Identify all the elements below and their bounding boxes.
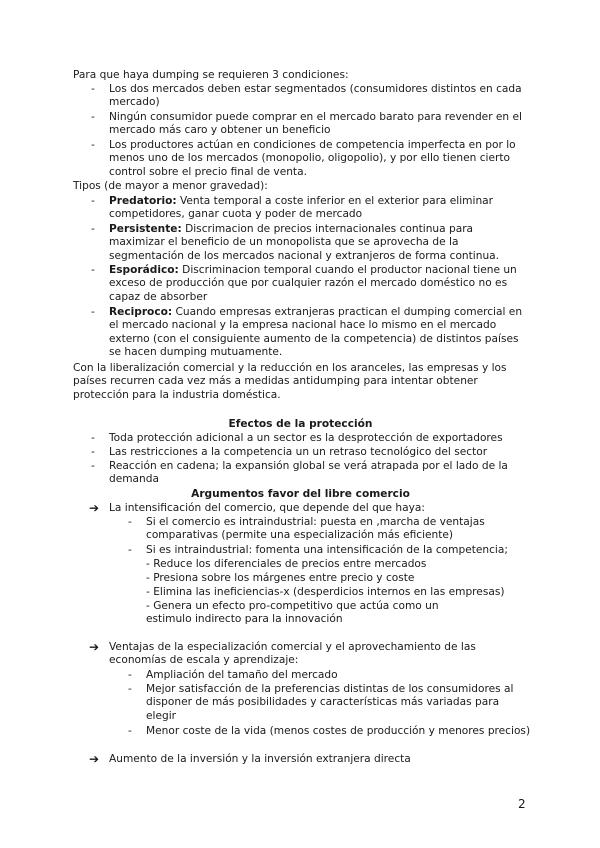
sub-sub-item: - Presiona sobre los márgenes entre precio y coste [146, 572, 415, 584]
bullet-dash: - [91, 223, 95, 235]
sub-item [128, 683, 531, 723]
bullet-dash: - [128, 725, 132, 737]
sub-item-text: Si el comercio es intraindustrial: puesta en ,marcha de ventajas comparativas (permite una especialización más eficiente) [146, 516, 485, 542]
sub-item-text: Menor coste de la vida (menos costes de producción y menores precios) [146, 725, 531, 737]
argumento-item [89, 752, 529, 766]
sub-item [128, 725, 531, 738]
efectos-heading: Efectos de la protección [228, 418, 373, 430]
efecto-item [91, 460, 529, 487]
argumento-text: Ventajas de la especialización comercial y el aprovechamiento de las economías de escala y aprendizaje: [109, 641, 476, 667]
efecto-text: Toda protección adicional a un sector es la desprotección de exportadores [109, 432, 503, 444]
sub-item [128, 669, 531, 682]
bullet-dash: - [91, 195, 95, 207]
tipo-text: Venta temporal a coste inferior en el exterior para eliminar competidores, ganar cuota y poder de mercado [109, 195, 494, 221]
bullet-dash: - [128, 544, 132, 556]
bullet-dash: - [91, 306, 95, 318]
condition-item [91, 111, 529, 138]
sub-item-text: Ampliación del tamaño del mercado [146, 669, 338, 681]
tipo-term: Predatorio: [109, 195, 177, 207]
condition-text: Los dos mercados deben estar segmentados (consumidores distintos en cada mercado) [109, 83, 522, 109]
argumento-text: La intensificación del comercio, que depende del que haya: [109, 502, 425, 514]
sub-sub-item: - Elimina las ineficiencias-x (desperdicios internos en las empresas) [146, 586, 505, 598]
arrow-right-icon: ➔ [89, 501, 100, 515]
tipo-term: Reciproco: [109, 306, 173, 318]
argumento-item [89, 640, 529, 668]
efecto-text: Las restricciones a la competencia un un retraso tecnológico del sector [109, 446, 488, 458]
tipo-item [91, 264, 529, 304]
sub-item [128, 544, 531, 557]
argumento-item [89, 501, 529, 515]
condition-item [91, 139, 529, 179]
tipo-text: Cuando empresas extranjeras practican el dumping comercial en el mercado nacional y la empresa nacional hace lo mismo en el mercado externo (con el consiguiente aumento de la competencia) de distintos países se hacen dumping mutuamente. [109, 306, 523, 359]
bullet-dash: - [91, 460, 95, 472]
bullet-dash: - [91, 264, 95, 276]
tipo-item [91, 195, 529, 222]
sub-sub-item: - Reduce los diferenciales de precios entre mercados [146, 558, 427, 570]
sub-item-text: Si es intraindustrial: fomenta una intensificación de la competencia; [146, 544, 508, 556]
bullet-dash: - [91, 111, 95, 123]
tipo-text: Discriminacion temporal cuando el productor nacional tiene un exceso de producción que por cualquier razón el mercado doméstico no es capaz de absorber [109, 264, 517, 303]
bullet-dash: - [128, 516, 132, 528]
argumento-text: Aumento de la inversión y la inversión extranjera directa [109, 753, 411, 765]
tipos-heading: Tipos (de mayor a menor gravedad): [73, 180, 268, 192]
efecto-item [91, 446, 529, 459]
bullet-dash: - [91, 432, 95, 444]
condition-text: Ningún consumidor puede comprar en el mercado barato para revender en el mercado más caro y obtener un beneficio [109, 111, 522, 137]
bullet-dash: - [128, 683, 132, 695]
bullet-dash: - [91, 83, 95, 95]
tipo-term: Persistente: [109, 223, 182, 235]
tipo-term: Esporádico: [109, 264, 179, 276]
tipo-text: Discrimacion de precios internacionales continua para maximizar el beneficio de un monopolista que se aprovecha de la segmentación de los mercados nacional y extranjeros de forma continua. [109, 223, 500, 262]
efecto-item [91, 432, 529, 445]
efecto-text: Reacción en cadena; la expansión global se verá atrapada por el lado de la demanda [109, 460, 508, 486]
argumentos-heading: Argumentos favor del libre comercio [191, 488, 410, 500]
bullet-dash: - [91, 139, 95, 151]
condition-item [91, 83, 529, 110]
intro-line: Para que haya dumping se requieren 3 condiciones: [73, 69, 349, 81]
arrow-right-icon: ➔ [89, 640, 100, 654]
bullet-dash: - [91, 446, 95, 458]
tipo-item [91, 223, 529, 263]
arrow-right-icon: ➔ [89, 752, 100, 766]
liberalizacion-paragraph: Con la liberalización comercial y la reducción en los aranceles, las empresas y los países recurren cada vez más a medidas antidumping para intentar obtener protección para la industria doméstica. [73, 362, 507, 401]
tipo-item [91, 306, 529, 360]
page-number: 2 [518, 797, 526, 811]
bullet-dash: - [128, 669, 132, 681]
sub-item-text: Mejor satisfacción de la preferencias distintas de los consumidores al disponer de más posibilidades y características más variadas para elegir [146, 683, 514, 722]
condition-text: Los productores actúan en condiciones de competencia imperfecta en por lo menos uno de los mercados (monopolio, oligopolio), y por ello tienen cierto control sobre el precio final de venta. [109, 139, 516, 178]
sub-item [128, 516, 531, 543]
sub-sub-item: - Genera un efecto pro-competitivo que actúa como un estimulo indirecto para la innovación [146, 600, 439, 626]
